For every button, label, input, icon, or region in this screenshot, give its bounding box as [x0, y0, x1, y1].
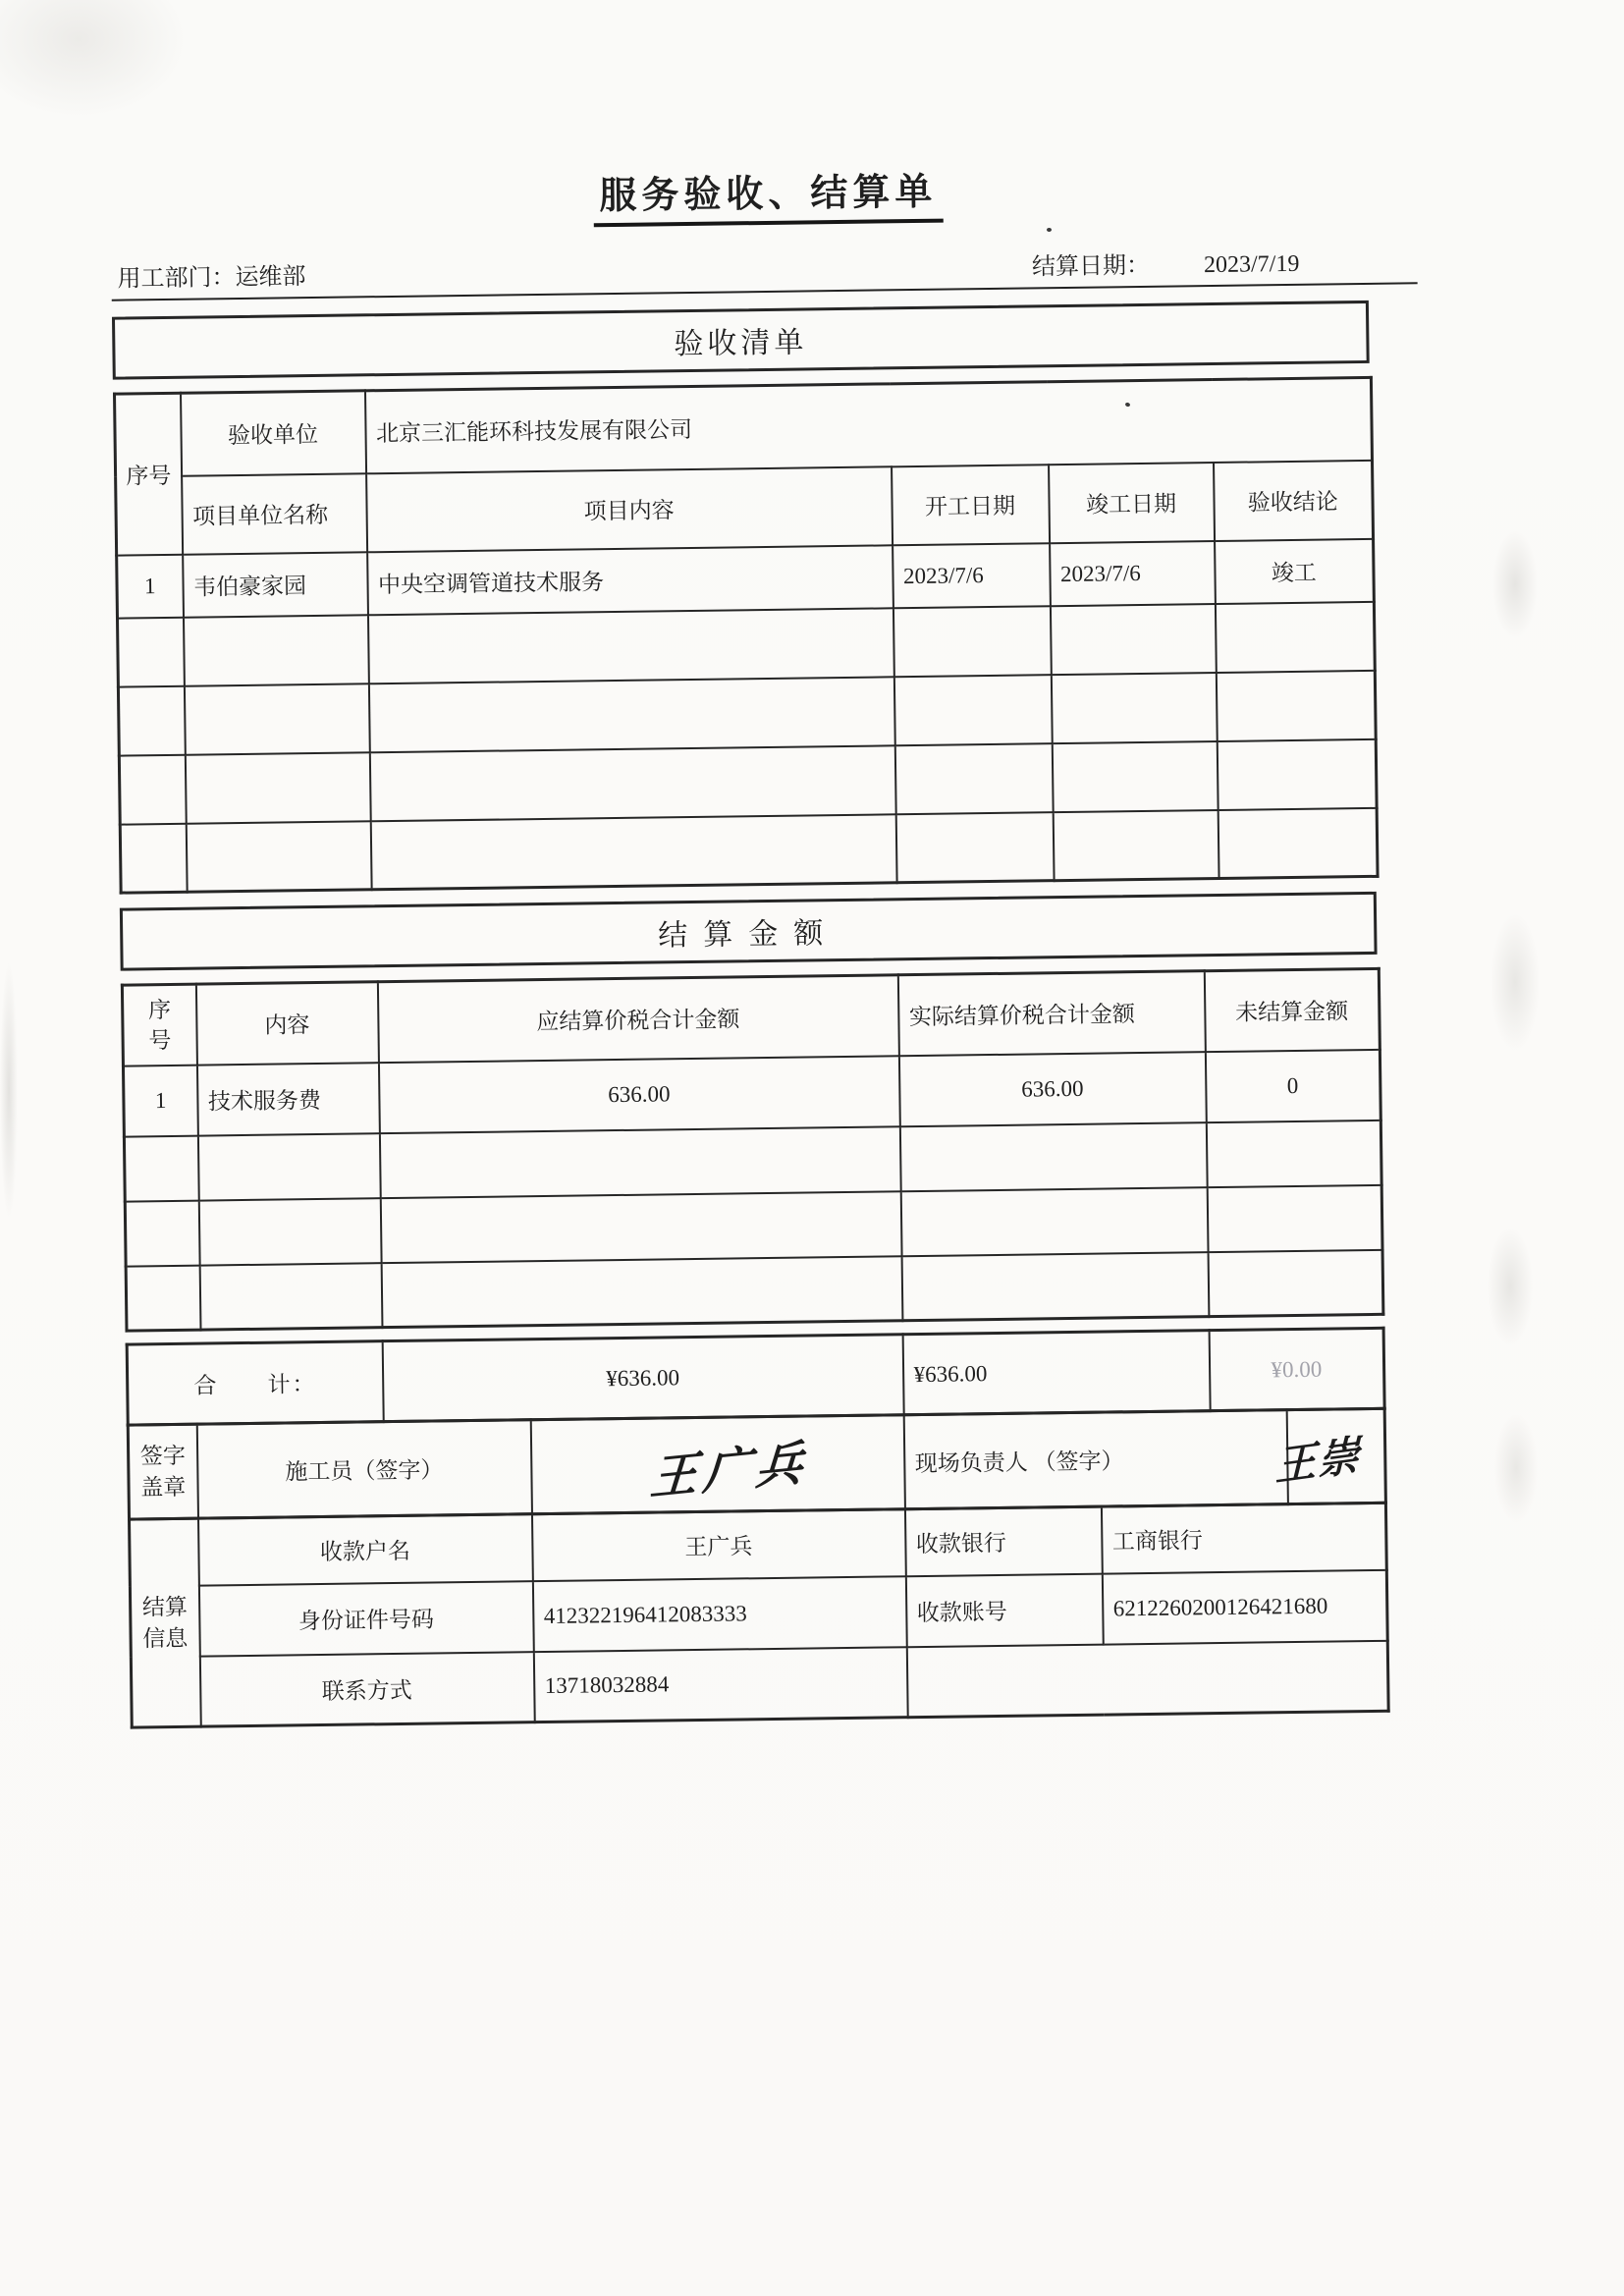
contact-label: 联系方式 — [199, 1652, 534, 1726]
header-settle-content: 内容 — [195, 982, 378, 1065]
settlement-table — [121, 967, 1385, 1333]
signature-row-label: 签字盖章 — [128, 1424, 197, 1519]
header-actual-amount: 实际结算价税合计金额 — [897, 971, 1205, 1056]
cell-project-content: 中央空调管道技术服务 — [367, 545, 893, 615]
header-project-unit: 项目单位名称 — [182, 473, 367, 554]
header-project-content: 项目内容 — [366, 466, 893, 552]
builder-sign-label: 施工员（签字） — [196, 1420, 531, 1518]
settle-date-field — [1032, 242, 1418, 281]
acceptance-table — [113, 376, 1380, 895]
scan-artifact — [1494, 1414, 1538, 1522]
cell-unsettled-amount: 0 — [1205, 1049, 1380, 1121]
accept-unit-label: 验收单位 — [181, 391, 366, 475]
id-number-label: 身份证件号码 — [198, 1581, 533, 1656]
cell-project-unit: 韦伯豪家园 — [183, 552, 368, 617]
header-unsettled-amount: 未结算金额 — [1204, 968, 1380, 1051]
cell-settle-content: 技术服务费 — [196, 1063, 379, 1135]
cell-start-date: 2023/7/6 — [893, 543, 1051, 608]
header-start-date: 开工日期 — [892, 465, 1050, 545]
scan-artifact — [0, 962, 18, 1218]
total-actual-amount: ¥636.00 — [902, 1331, 1210, 1415]
settle-date-value: 2023/7/19 — [1203, 250, 1300, 279]
account-label: 收款账号 — [905, 1573, 1103, 1647]
accept-unit-value: 北京三汇能环科技发展有限公司 — [364, 377, 1372, 472]
header-settle-seq: 序号 — [122, 984, 196, 1066]
account-value: 6212260200126421680 — [1102, 1569, 1387, 1644]
cell-seq: 1 — [117, 554, 184, 618]
builder-signature: 王广兵 — [647, 1435, 811, 1507]
scan-artifact — [1490, 913, 1540, 1051]
empty-cell — [906, 1640, 1388, 1717]
header-due-amount: 应结算价税合计金额 — [377, 975, 898, 1063]
department-label: 用工部门： — [117, 265, 236, 293]
cell-conclusion: 竣工 — [1215, 538, 1375, 603]
page-title: 服务验收、结算单 — [593, 161, 944, 228]
payee-name-value: 王广兵 — [531, 1509, 905, 1581]
department-value: 运维部 — [235, 264, 306, 292]
settlement-form — [110, 155, 1387, 1729]
scan-artifact — [1492, 530, 1538, 638]
site-manager-signature: 王崇 — [1274, 1430, 1361, 1491]
site-manager-sign-label: 现场负责人 （签字） — [903, 1410, 1287, 1509]
cell-actual-amount: 636.00 — [898, 1052, 1206, 1126]
header-conclusion: 验收结论 — [1214, 460, 1374, 540]
acceptance-section-title: 验收清单 — [112, 301, 1370, 380]
cell-due-amount: 636.00 — [378, 1056, 899, 1133]
bank-value: 工商银行 — [1101, 1503, 1386, 1573]
total-due-amount: ¥636.00 — [382, 1335, 903, 1422]
scan-artifact — [1488, 1228, 1533, 1345]
contact-value: 13718032884 — [533, 1647, 907, 1722]
payee-name-label: 收款户名 — [198, 1514, 533, 1585]
meta-row — [111, 242, 1417, 301]
builder-signature-cell — [530, 1415, 904, 1514]
department-field — [111, 256, 305, 294]
bank-label: 收款银行 — [904, 1506, 1102, 1576]
signature-table — [127, 1407, 1387, 1521]
cell-finish-date: 2023/7/6 — [1050, 541, 1216, 606]
cell-settle-seq: 1 — [123, 1065, 197, 1136]
settlement-section-title: 结算金额 — [120, 892, 1378, 971]
scan-artifact — [0, 0, 187, 118]
site-manager-signature-cell — [1274, 1408, 1385, 1503]
total-label: 合 计： — [127, 1341, 383, 1425]
settlement-info-row-label: 结算信息 — [130, 1518, 201, 1727]
settlement-info-table — [128, 1502, 1390, 1729]
settle-date-label: 结算日期： — [1031, 252, 1151, 281]
header-finish-date: 竣工日期 — [1049, 463, 1215, 543]
header-seq: 序号 — [115, 393, 183, 555]
total-unsettled-amount: ¥0.00 — [1209, 1328, 1384, 1410]
id-number-value: 412322196412083333 — [532, 1576, 906, 1652]
